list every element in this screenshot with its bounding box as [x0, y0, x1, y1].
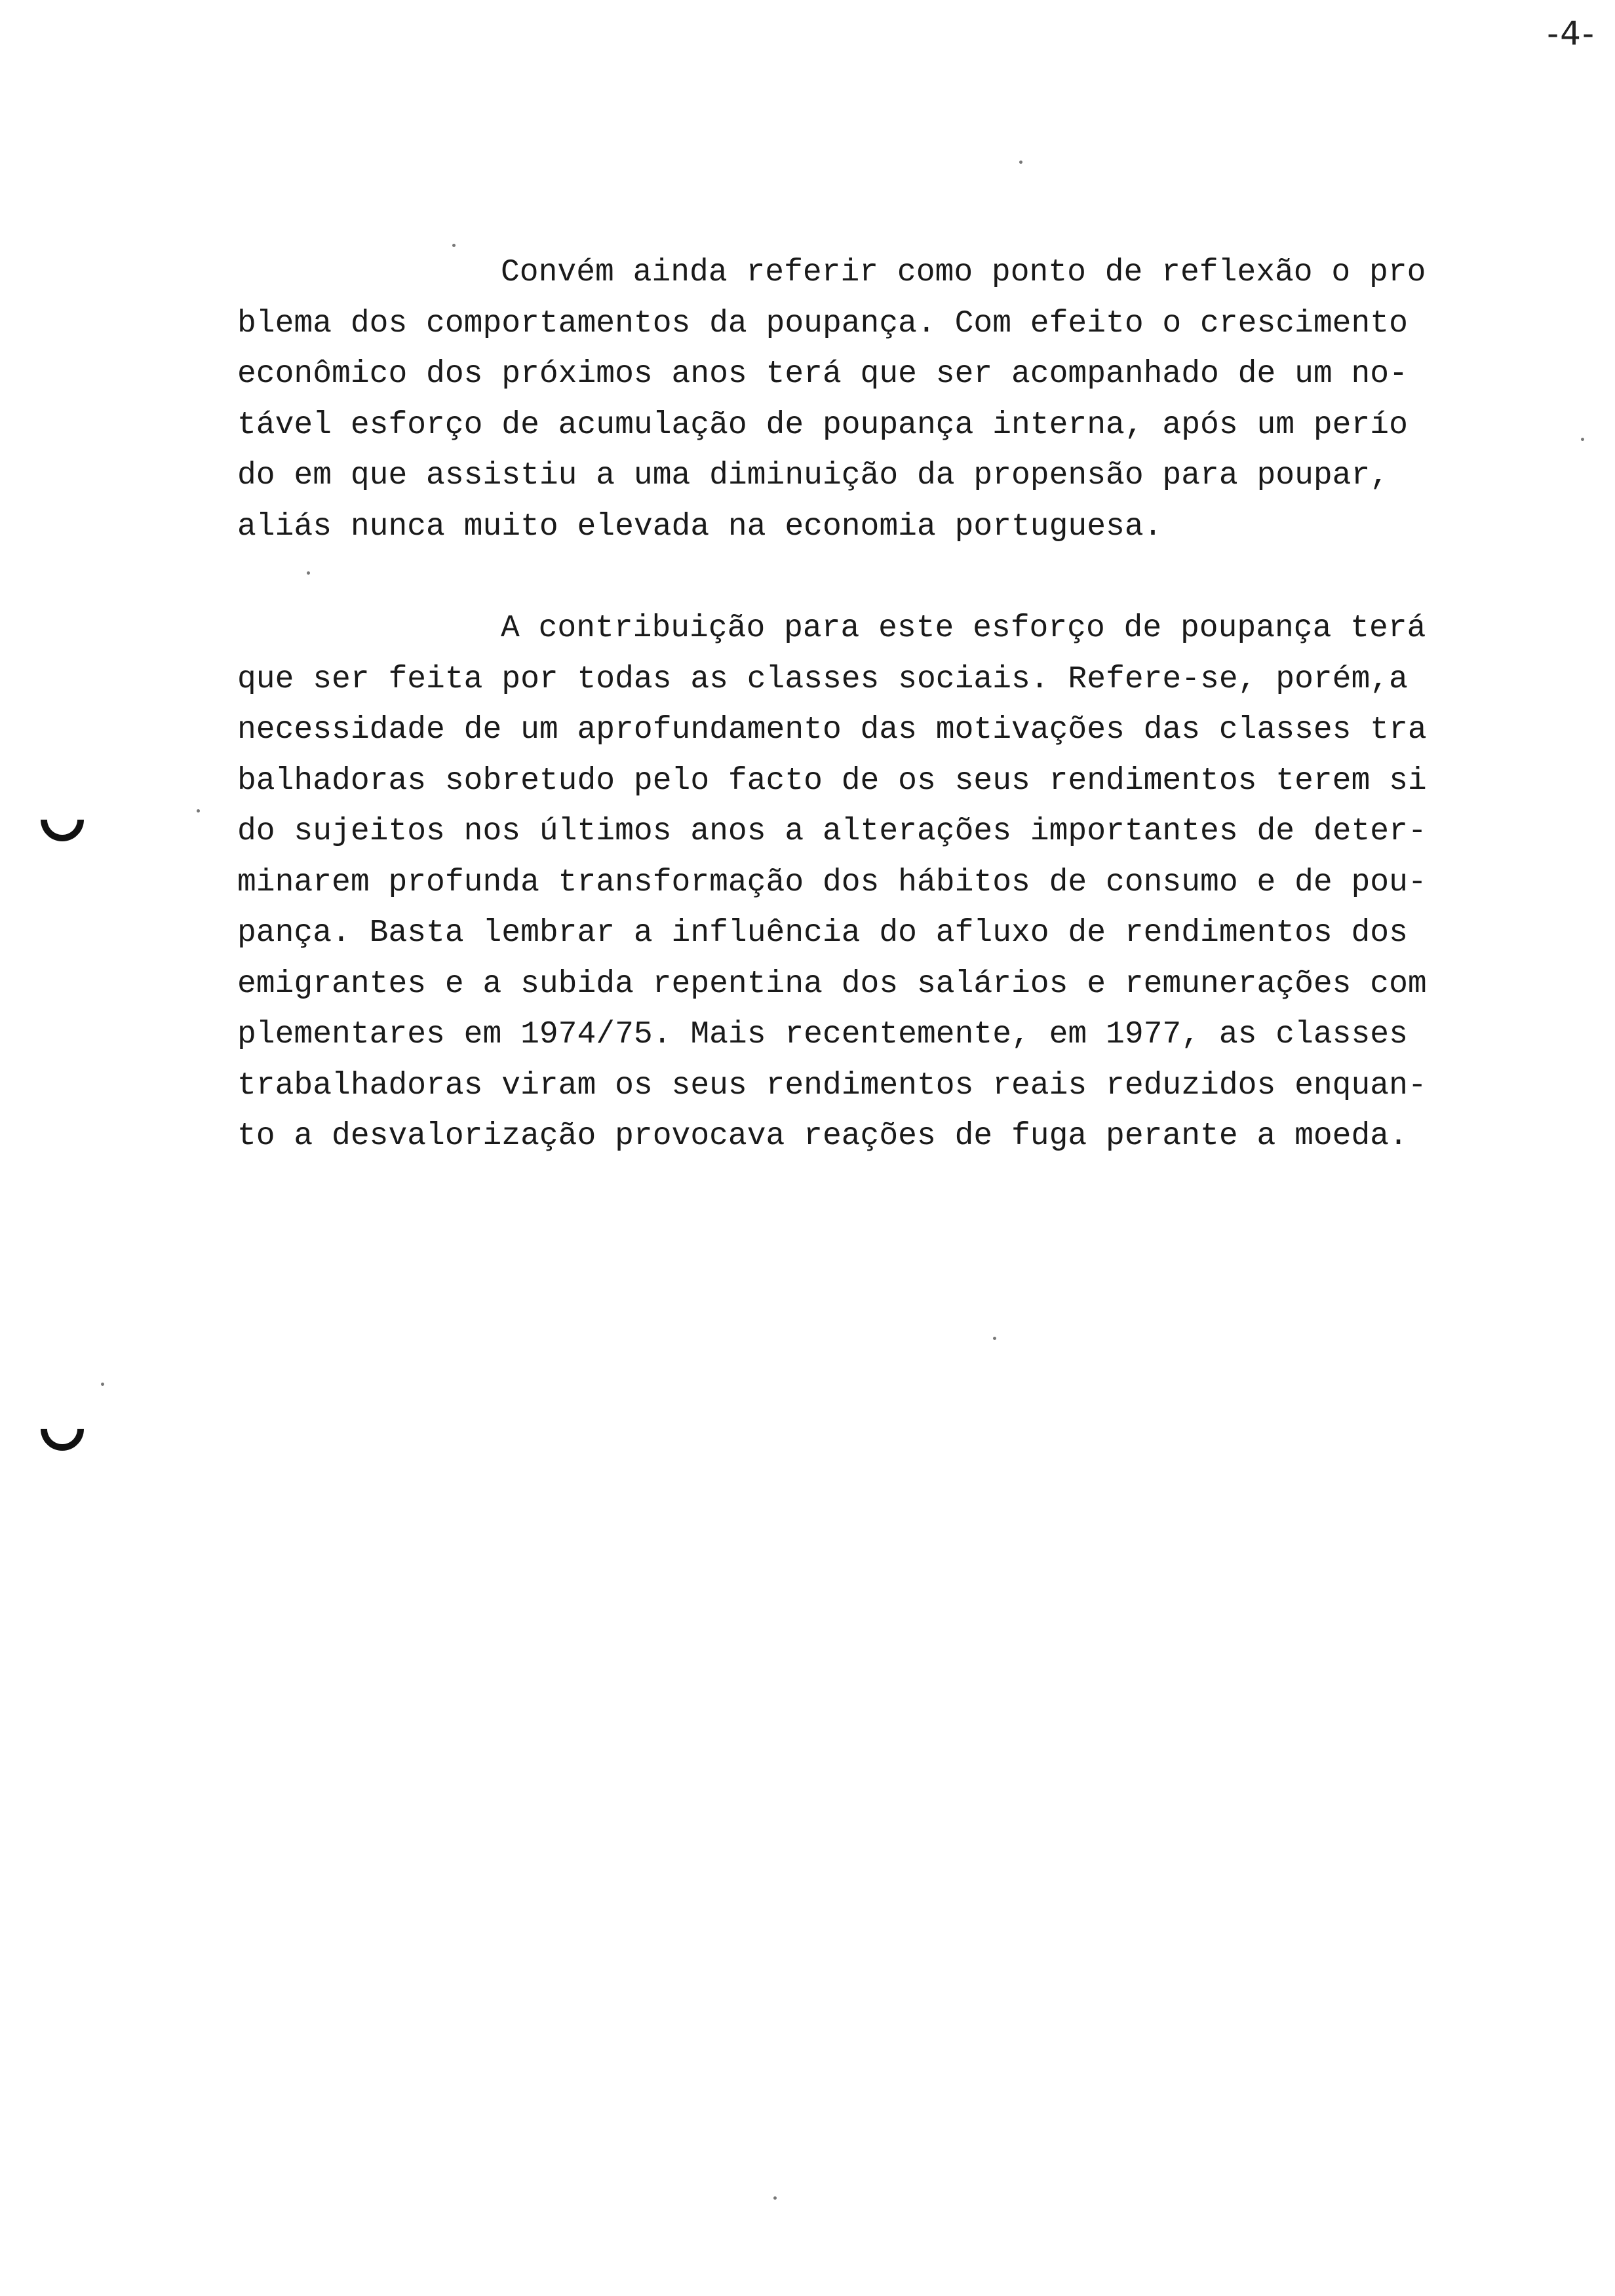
document-body [237, 248, 1502, 1162]
text-line: tável esforço de acumulação de poupança interna, após um perío [237, 407, 1408, 443]
paragraph-savings-behaviour [237, 248, 1502, 552]
paragraph-social-classes [237, 603, 1502, 1162]
text-line: A contribuição para este esforço de poupança terá [501, 611, 1426, 646]
scan-speck [993, 1337, 996, 1340]
page-number: -4- [1547, 14, 1595, 52]
paragraph-spacer [237, 552, 1502, 603]
text-line: aliás nunca muito elevada na economia portuguesa. [237, 508, 1163, 545]
text-line: blema dos comportamentos da poupança. Com efeito o crescimento [237, 305, 1408, 341]
text-line: Convém ainda referir como ponto de reflexão o pro [501, 255, 1426, 290]
scan-speck [1581, 438, 1584, 441]
text-line: do sujeitos nos últimos anos a alterações importantes de deter- [237, 814, 1427, 849]
text-line: econômico dos próximos anos terá que ser acompanhado de um no- [237, 356, 1408, 392]
text-line: necessidade de um aprofundamento das motivações das classes tra [237, 712, 1427, 748]
punch-hole-mark [31, 1398, 92, 1459]
text-line: trabalhadoras viram os seus rendimentos reais reduzidos enquan- [237, 1067, 1427, 1103]
text-line: do em que assistiu a uma diminuição da propensão para poupar, [237, 458, 1390, 493]
punch-hole-mark [31, 789, 92, 850]
text-line: que ser feita por todas as classes sociais. Refere-se, porém,a [237, 661, 1408, 697]
text-line: balhadoras sobretudo pelo facto de os seus rendimentos terem si [237, 763, 1427, 799]
scan-speck [773, 2196, 777, 2200]
scan-speck [1019, 161, 1022, 164]
text-line: minarem profunda transformação dos hábitos de consumo e de pou- [237, 864, 1427, 900]
text-line: emigrantes e a subida repentina dos salários e remunerações com [237, 966, 1427, 1002]
text-line: pança. Basta lembrar a influência do afluxo de rendimentos dos [237, 915, 1408, 951]
text-line: to a desvalorização provocava reações de fuga perante a moeda. [237, 1119, 1408, 1154]
scan-speck [452, 244, 456, 247]
scan-speck [101, 1383, 104, 1386]
text-line: plementares em 1974/75. Mais recentemente, em 1977, as classes [237, 1017, 1408, 1052]
scan-speck [197, 809, 200, 813]
